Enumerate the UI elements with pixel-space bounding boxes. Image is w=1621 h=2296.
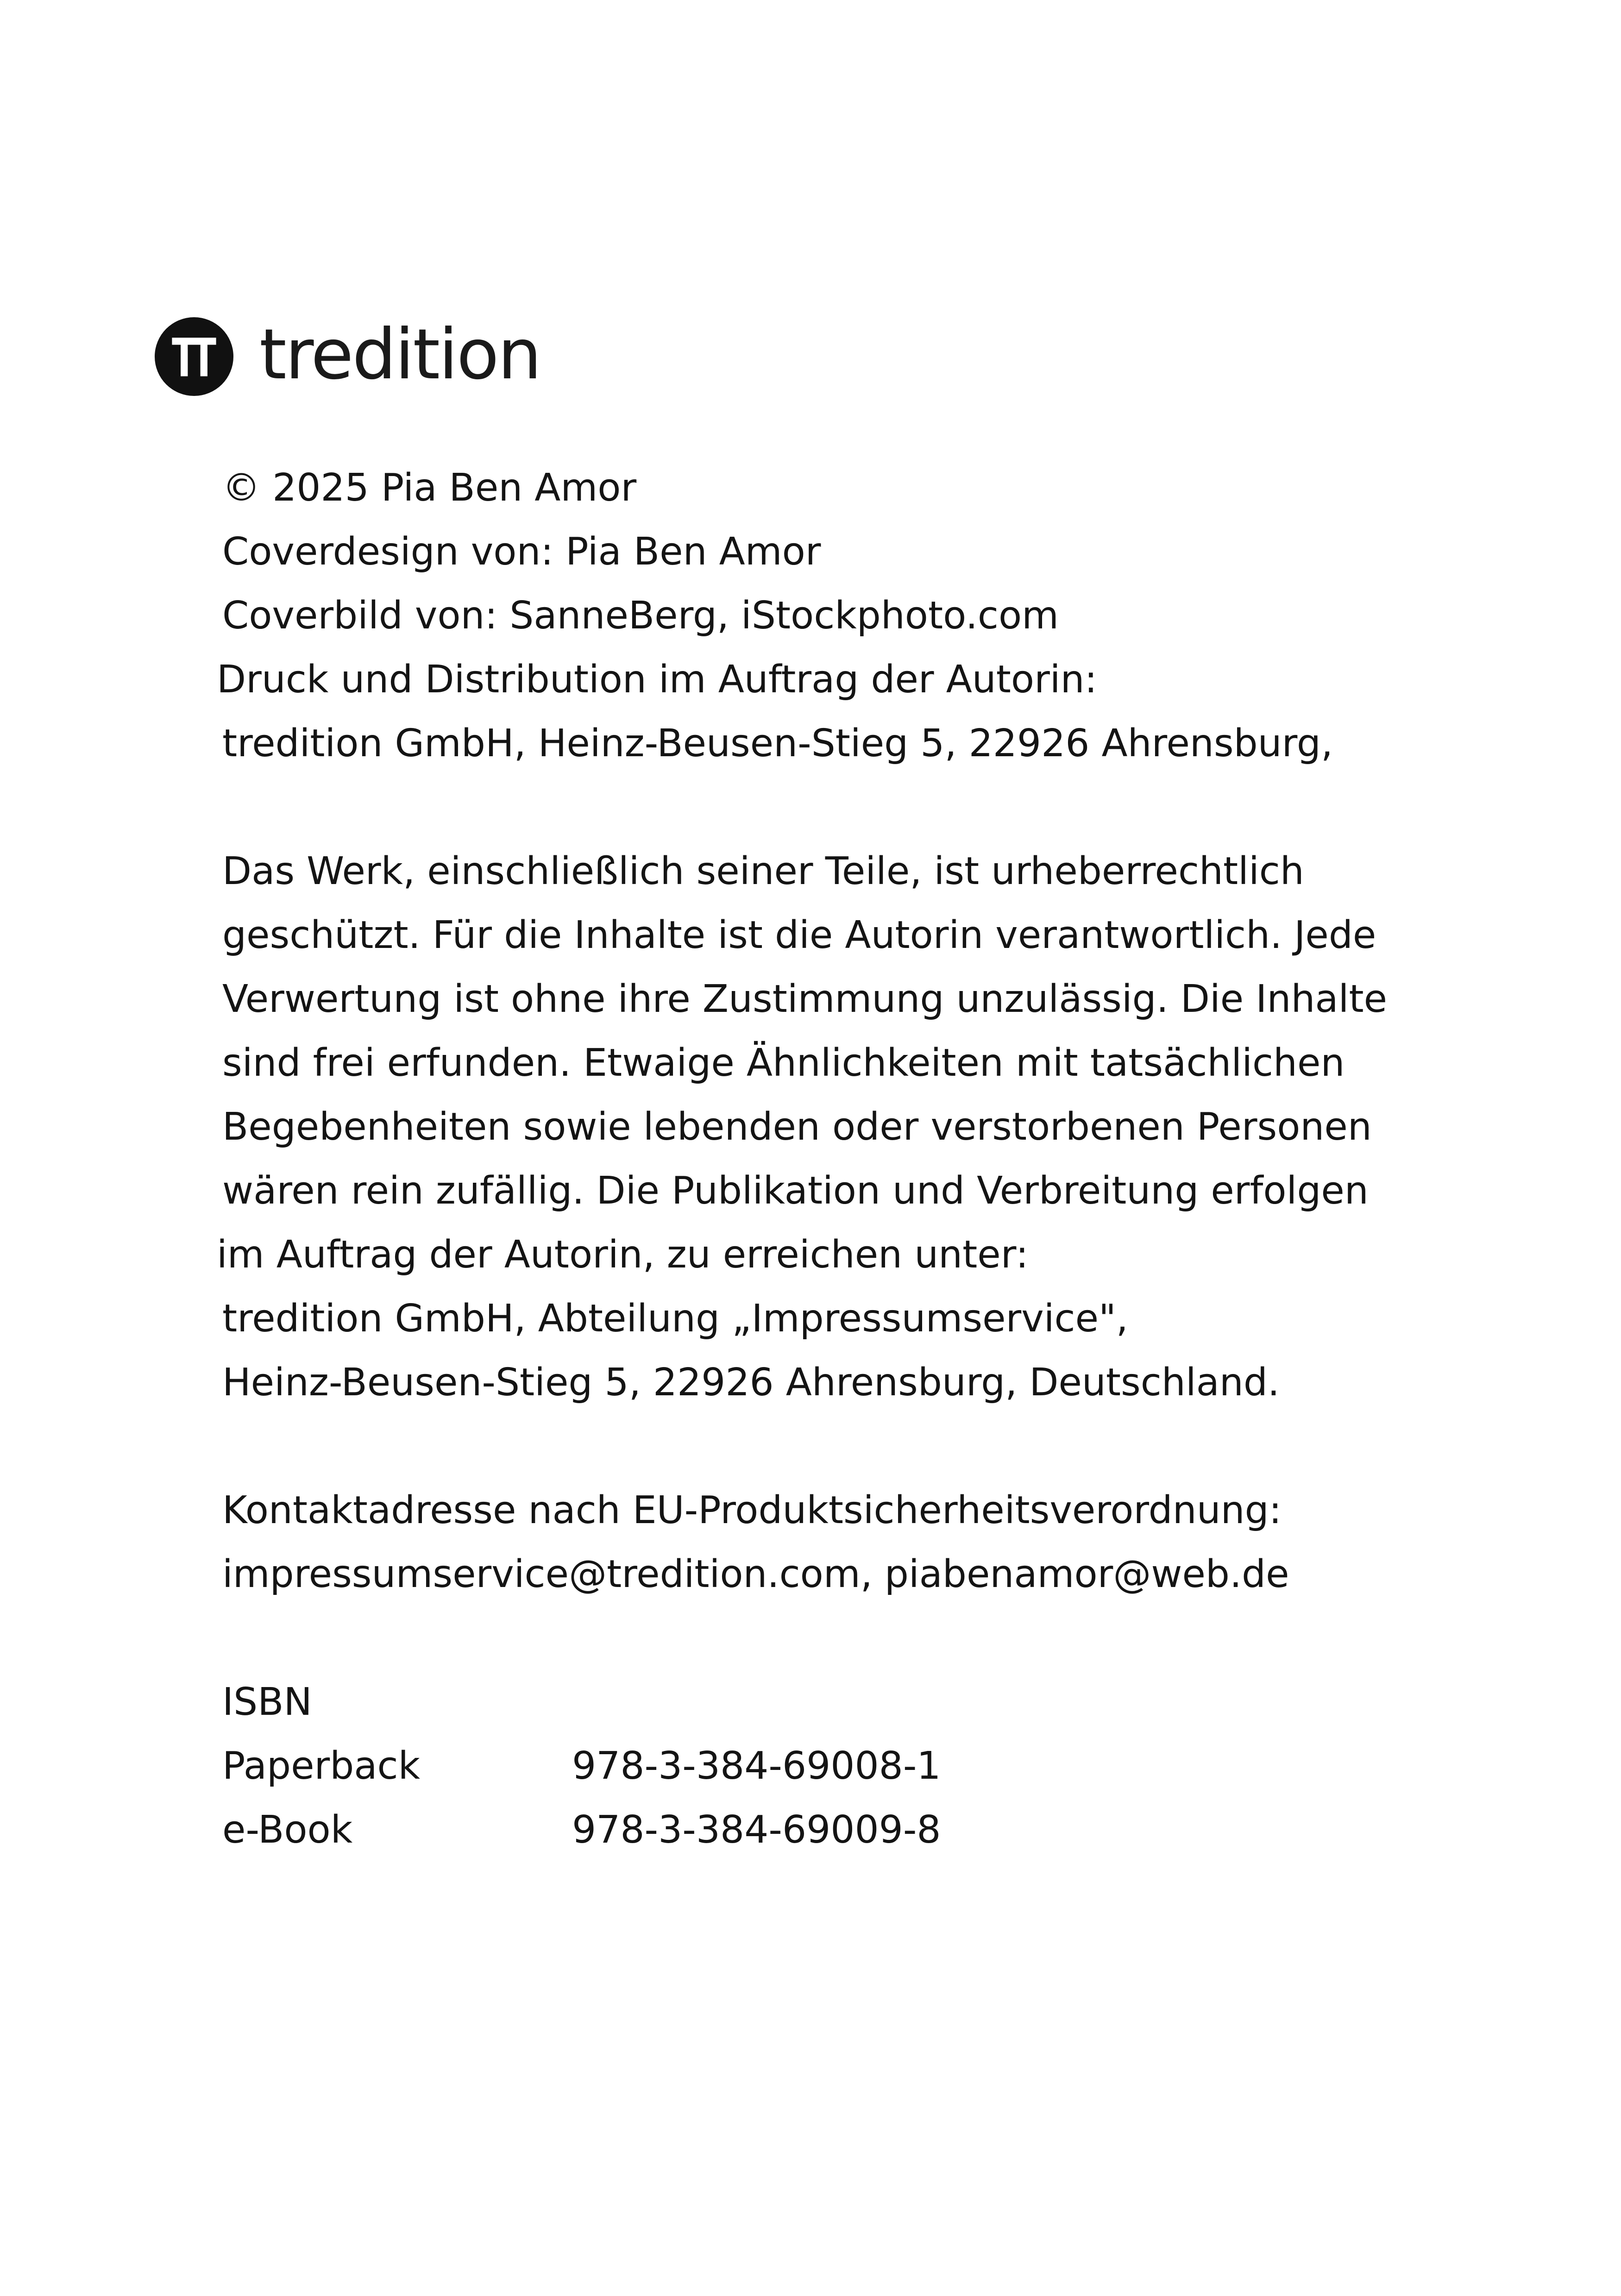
cover-design-line: Coverdesign von: Pia Ben Amor bbox=[222, 530, 821, 574]
imprint-text bbox=[217, 456, 1473, 1862]
publisher-wordmark: tredition bbox=[259, 314, 540, 395]
isbn-row-ebook bbox=[222, 1798, 1473, 1862]
copyright-line: © 2025 Pia Ben Amor bbox=[222, 466, 637, 510]
cover-image-line: Coverbild von: SanneBerg, iStockphoto.com bbox=[222, 594, 1059, 638]
legal-notice-line: Das Werk, einschließlich seiner Teile, ist urheberrechtlich bbox=[222, 849, 1304, 893]
spacer bbox=[222, 1415, 1473, 1479]
legal-notice-line: geschützt. Für die Inhalte ist die Autorin verantwortlich. Jede bbox=[222, 913, 1376, 957]
print-distribution-line: Druck und Distribution im Auftrag der Autorin: bbox=[217, 658, 1098, 702]
contact-emails: impressumservice@tredition.com, piabenamor@web.de bbox=[222, 1552, 1289, 1596]
legal-notice-line: Heinz-Beusen-Stieg 5, 22926 Ahrensburg, Deutschland. bbox=[222, 1361, 1280, 1405]
tredition-t-logo-icon bbox=[155, 317, 233, 396]
publisher-address-line: tredition GmbH, Heinz-Beusen-Stieg 5, 22926 Ahrensburg, bbox=[222, 721, 1333, 765]
publisher-logo bbox=[155, 315, 540, 398]
legal-notice-line: Begebenheiten sowie lebenden oder verstorbenen Personen bbox=[222, 1105, 1372, 1149]
isbn-number: 978-3-384-69009-8 bbox=[572, 1808, 941, 1852]
spacer bbox=[222, 1606, 1473, 1670]
isbn-row-paperback bbox=[222, 1734, 1473, 1798]
legal-notice-line: wären rein zufällig. Die Publikation und Verbreitung erfolgen bbox=[222, 1169, 1369, 1213]
isbn-format-label: Paperback bbox=[222, 1744, 421, 1788]
isbn-format-label: e-Book bbox=[222, 1808, 353, 1852]
legal-notice-line: im Auftrag der Autorin, zu erreichen unter: bbox=[217, 1233, 1029, 1277]
legal-notice-line: Verwertung ist ohne ihre Zustimmung unzulässig. Die Inhalte bbox=[222, 977, 1388, 1021]
isbn-heading: ISBN bbox=[222, 1680, 312, 1724]
isbn-number: 978-3-384-69008-1 bbox=[572, 1744, 941, 1788]
contact-heading: Kontaktadresse nach EU-Produktsicherheitsverordnung: bbox=[222, 1488, 1282, 1532]
legal-notice-line: sind frei erfunden. Etwaige Ähnlichkeiten mit tatsächlichen bbox=[222, 1041, 1345, 1085]
legal-notice-line: tredition GmbH, Abteilung „Impressumservice", bbox=[222, 1297, 1128, 1341]
spacer bbox=[222, 776, 1473, 840]
